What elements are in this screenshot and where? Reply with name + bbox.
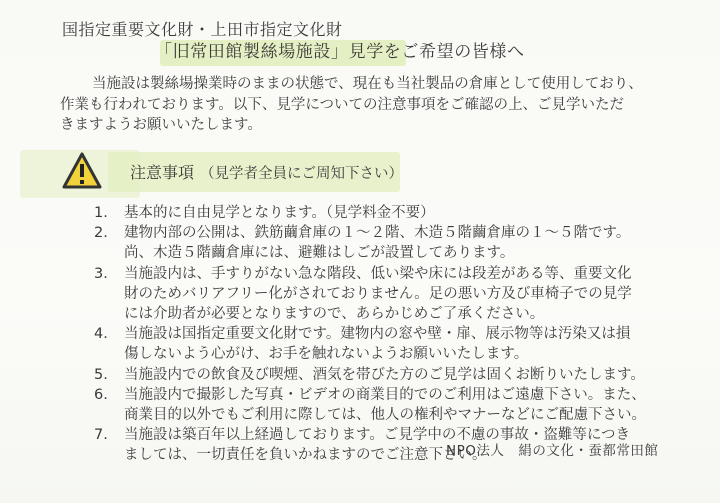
item-line: 建物内部の公開は、鉄筋繭倉庫の１～２階、木造５階繭倉庫の１～５階です。 (124, 225, 631, 242)
caution-heading (130, 163, 403, 184)
intro-line: 当施設は製絲場操業時のままの状態で、現在も当社製品の倉庫として使用しており、 (92, 76, 643, 92)
item-line: 当施設は国指定重要文化財です。建物内の窓や壁・扉、展示物等は汚染又は損 (124, 326, 631, 343)
list-item (94, 324, 704, 364)
footer-organization: NPO法人 絹の文化・蚕都常田館 (446, 443, 659, 459)
item-line: には介助者が必要となりますので、あらかじめご了承ください。 (124, 306, 545, 323)
item-number: 4. (94, 326, 108, 343)
intro-paragraph (60, 74, 700, 136)
subtitle: 国指定重要文化財・上田市指定文化財 (62, 20, 343, 39)
page-title: 「旧常田館製絲場施設」見学をご希望の皆様へ (155, 42, 525, 62)
item-line: 当施設は築百年以上経過しております。ご見学中の不慮の事故・盗難等につき (124, 427, 631, 444)
item-number: 5. (94, 366, 108, 383)
caution-subtitle: （見学者全員にご周知下さい） (200, 166, 404, 182)
intro-line: きますようお願いいたします。 (60, 117, 262, 133)
item-line: 当施設内で撮影した写真・ビデオの商業目的でのご利用はご遠慮下さい。また、 (124, 386, 646, 403)
caution-title: 注意事項 (130, 163, 195, 182)
item-number: 2. (94, 225, 108, 242)
warning-triangle-icon (62, 152, 102, 190)
caution-list (94, 203, 704, 466)
item-line: 当施設内での飲食及び喫煙、酒気を帯びた方のご見学は固くお断りいたします。 (124, 366, 645, 383)
item-line: 基本的に自由見学となります。（見学料金不要） (124, 205, 435, 221)
item-line: 尚、木造５階繭倉庫には、避難はしごが設置してあります。 (124, 245, 515, 262)
item-line: 財のためバリアフリー化がされておりません。足の悪い方及び車椅子での見学 (124, 285, 632, 302)
item-line: 当施設内は、手すりがない急な階段、低い梁や床には段差がある等、重要文化 (124, 265, 632, 282)
list-item (94, 365, 704, 385)
list-item (94, 223, 704, 263)
list-item (94, 203, 704, 223)
item-number: 1. (94, 205, 108, 221)
item-number: 3. (94, 265, 108, 282)
item-number: 6. (94, 386, 108, 403)
item-number: 7. (94, 427, 108, 444)
item-line: 傷しないよう心がけ、お手を触れないようお願いいたします。 (124, 346, 529, 363)
item-line: ましては、一切責任を負いかねますのでご注意下さい。 (124, 447, 487, 464)
item-line: 商業目的以外でもご利用に際しては、他人の権利やマナーなどにご配慮下さい。 (124, 407, 646, 424)
intro-line: 作業も行われております。以下、見学についての注意事項をご確認の上、ご見学いただ (60, 96, 625, 113)
list-item (94, 264, 704, 325)
list-item (94, 385, 704, 425)
